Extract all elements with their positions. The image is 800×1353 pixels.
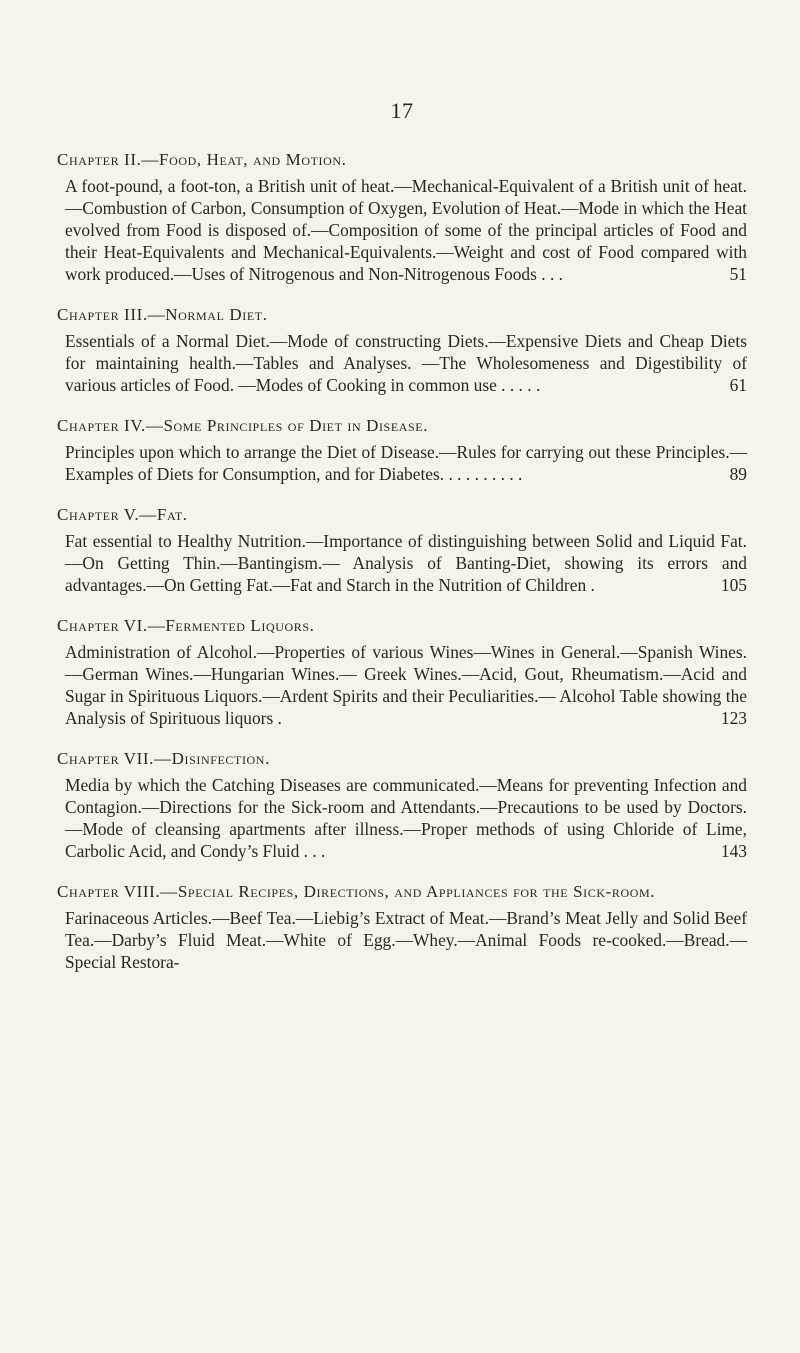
chapter-heading: Chapter VII.—Disinfection.	[57, 749, 270, 768]
chapter-heading: Chapter II.—Food, Heat, and Motion.	[57, 150, 347, 169]
chapter-summary	[65, 774, 747, 862]
chapter-entry-2	[57, 149, 747, 285]
chapter-entry-7	[57, 748, 747, 862]
chapter-page-ref: 61	[729, 375, 747, 395]
chapter-summary-text: Administration of Alcohol.—Properties of various Wines—Wines in General.—Spanish Wines.—German Wines.—Hungarian Wines.— Greek Wines.—Acid, Gout, Rheumatism.—Acid and Sugar in Spirituous Liquors.—Ardent Spirits and their Peculiarities.— Alcohol Table showing the Analysis of Spirituous liquors .	[65, 642, 747, 728]
chapter-heading: Chapter V.—Fat.	[57, 505, 188, 524]
chapter-entry-5	[57, 504, 747, 596]
chapter-summary-text: Farinaceous Articles.—Beef Tea.—Liebig’s Extract of Meat.—Brand’s Meat Jelly and Solid Beef Tea.—Darby’s Fluid Meat.—White of Egg.—Whey.—Animal Foods re-cooked.—Bread.—Special Restora-	[65, 908, 747, 972]
chapter-page-ref: 105	[720, 575, 747, 595]
chapter-summary	[65, 441, 747, 485]
chapter-summary-text: Principles upon which to arrange the Diet of Disease.—Rules for carrying out these Principles.—Examples of Diets for Consumption, and for Diabetes. . . . . . . . . .	[65, 442, 747, 484]
chapter-entry-6	[57, 615, 747, 729]
page-number: 17	[390, 98, 414, 123]
chapter-summary	[65, 530, 747, 596]
chapter-summary-text: Fat essential to Healthy Nutrition.—Importance of distinguishing between Solid and Liquid Fat.—On Getting Thin.—Bantingism.— Analysis of Banting-Diet, showing its errors and advantages.—On Getting Fat.—Fat and Starch in the Nutrition of Children .	[65, 531, 747, 595]
chapter-summary	[65, 641, 747, 729]
chapter-entry-8	[57, 881, 747, 973]
chapter-summary-text: Essentials of a Normal Diet.—Mode of constructing Diets.—Expensive Diets and Cheap Diets for maintaining health.—Tables and Analyses. —The Wholesomeness and Digestibility of various articles of Food. —Modes of Cooking in common use . . . . .	[65, 331, 747, 395]
chapter-entry-4	[57, 415, 747, 485]
chapter-page-ref: 89	[729, 464, 747, 484]
chapter-page-ref: 143	[720, 841, 747, 861]
chapter-heading: Chapter III.—Normal Diet.	[57, 305, 268, 324]
chapter-heading: Chapter VIII.—Special Recipes, Directions, and Appliances for the Sick-room.	[57, 882, 656, 901]
chapter-heading: Chapter IV.—Some Principles of Diet in Disease.	[57, 416, 429, 435]
chapter-page-ref: 51	[729, 264, 747, 284]
chapter-summary-text: Media by which the Catching Diseases are communicated.—Means for preventing Infection and Contagion.—Directions for the Sick-room and Attendants.—Precautions to be used by Doctors.—Mode of cleansing apartments after illness.—Proper methods of using Chloride of Lime, Carbolic Acid, and Condy’s Fluid . . .	[65, 775, 747, 861]
chapter-summary	[65, 907, 747, 973]
chapter-entry-3	[57, 304, 747, 396]
chapter-page-ref: 123	[720, 708, 747, 728]
chapter-summary	[65, 330, 747, 396]
chapter-heading: Chapter VI.—Fermented Liquors.	[57, 616, 315, 635]
table-of-contents	[57, 149, 747, 992]
chapter-summary	[65, 175, 747, 285]
chapter-summary-text: A foot-pound, a foot-ton, a British unit of heat.—Mechanical-Equivalent of a British unit of heat.—Combustion of Carbon, Consumption of Oxygen, Evolution of Heat.—Mode in which the Heat evolved from Food is disposed of.—Composition of some of the principal articles of Food and their Heat-Equivalents and Mechanical-Equivalents.—Weight and cost of Food compared with work produced.—Uses of Nitrogenous and Non-Nitrogenous Foods . . .	[65, 176, 747, 284]
